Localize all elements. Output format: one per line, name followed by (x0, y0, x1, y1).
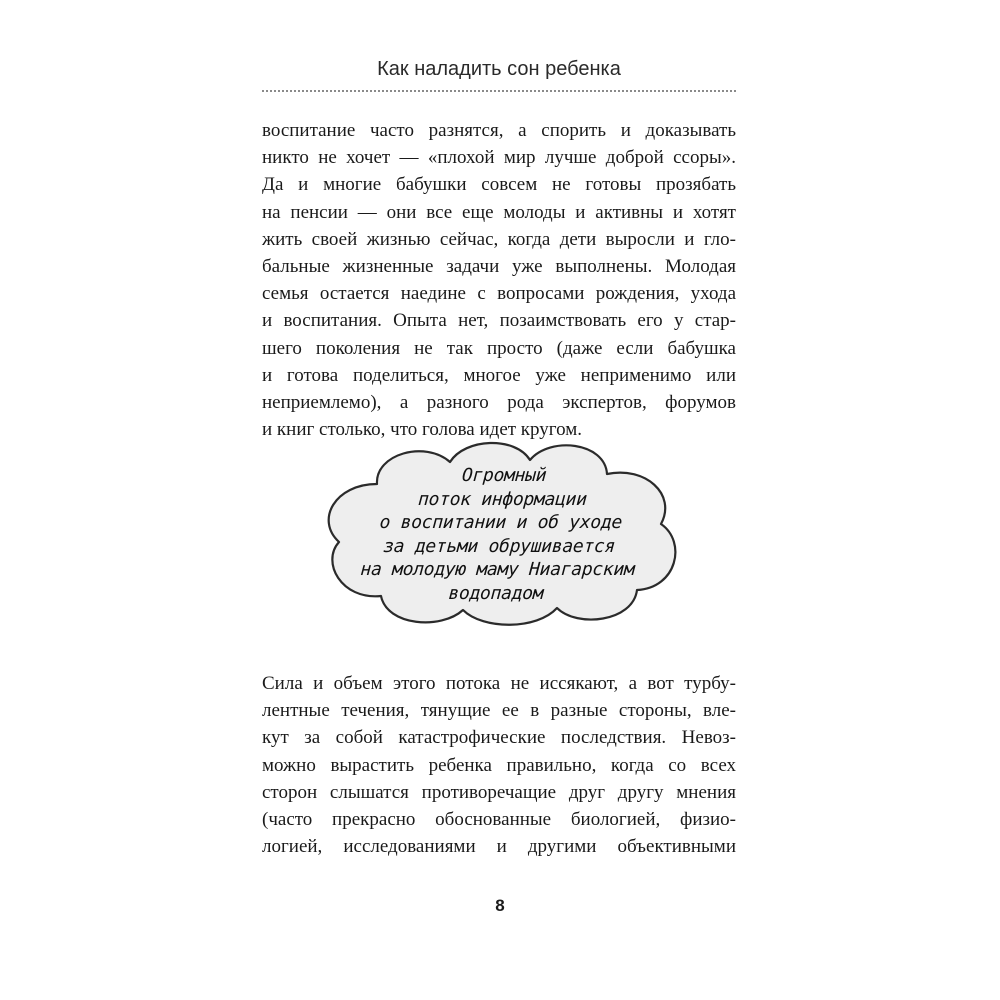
text-line: сторон слышатся противоречащие друг другу мнения (262, 781, 736, 803)
text-line: кут за собой катастрофические последствия. Невоз- (262, 727, 736, 749)
running-header: Как наладить сон ребенка (377, 58, 621, 80)
dotted-rule (262, 90, 736, 92)
text-line: жить своей жизнью сейчас, когда дети выросли и гло- (262, 228, 736, 250)
text-line: и книг столько, что голова идет кругом. (262, 419, 583, 441)
text-line: воспитание часто разнятся, а спорить и доказывать (262, 120, 736, 141)
text-line: логией, исследованиями и другими объективными (262, 836, 736, 858)
text-line: и воспитания. Опыта нет, позаимствовать его у стар- (262, 310, 736, 332)
callout-line: о воспитании и об уходе (378, 512, 623, 533)
text-line: Сила и объем этого потока не иссякают, а вот турбу- (262, 673, 736, 694)
text-line: и готова поделиться, многое уже неприменимо или (262, 364, 736, 386)
text-line: лентные течения, тянущие ее в разные стороны, вле- (262, 700, 736, 722)
callout-text (310, 464, 690, 605)
callout-line: поток информации (417, 488, 588, 510)
callout-line: за детьми обрушивается (382, 535, 616, 557)
paragraph-1 (262, 117, 736, 443)
page-number: 8 (495, 896, 505, 915)
text-line: неприемлемо), а разного рода экспертов, форумов (262, 392, 736, 414)
text-line: шего поколения не так просто (даже если бабушка (262, 337, 736, 359)
callout-line: водопадом (447, 582, 545, 604)
text-line: никто не хочет — «плохой мир лучше доброй ссоры». (262, 147, 736, 169)
text-line: можно вырастить ребенка правильно, когда со всех (262, 754, 736, 776)
text-line: Да и многие бабушки совсем не готовы прозябать (262, 174, 736, 196)
text-line: бальные жизненные задачи уже выполнены. Молодая (262, 256, 736, 278)
text-line: на пенсии — они все еще молоды и активны и хотят (262, 201, 736, 223)
paragraph-2 (262, 670, 736, 860)
cloud-callout (315, 432, 685, 632)
text-line: семья остается наедине с вопросами рождения, ухода (262, 283, 736, 305)
callout-line: на молодую маму Ниагарским (359, 559, 636, 580)
text-line: (часто прекрасно обоснованные биологией, физио- (262, 809, 736, 831)
callout-line: Огромный (461, 465, 548, 486)
